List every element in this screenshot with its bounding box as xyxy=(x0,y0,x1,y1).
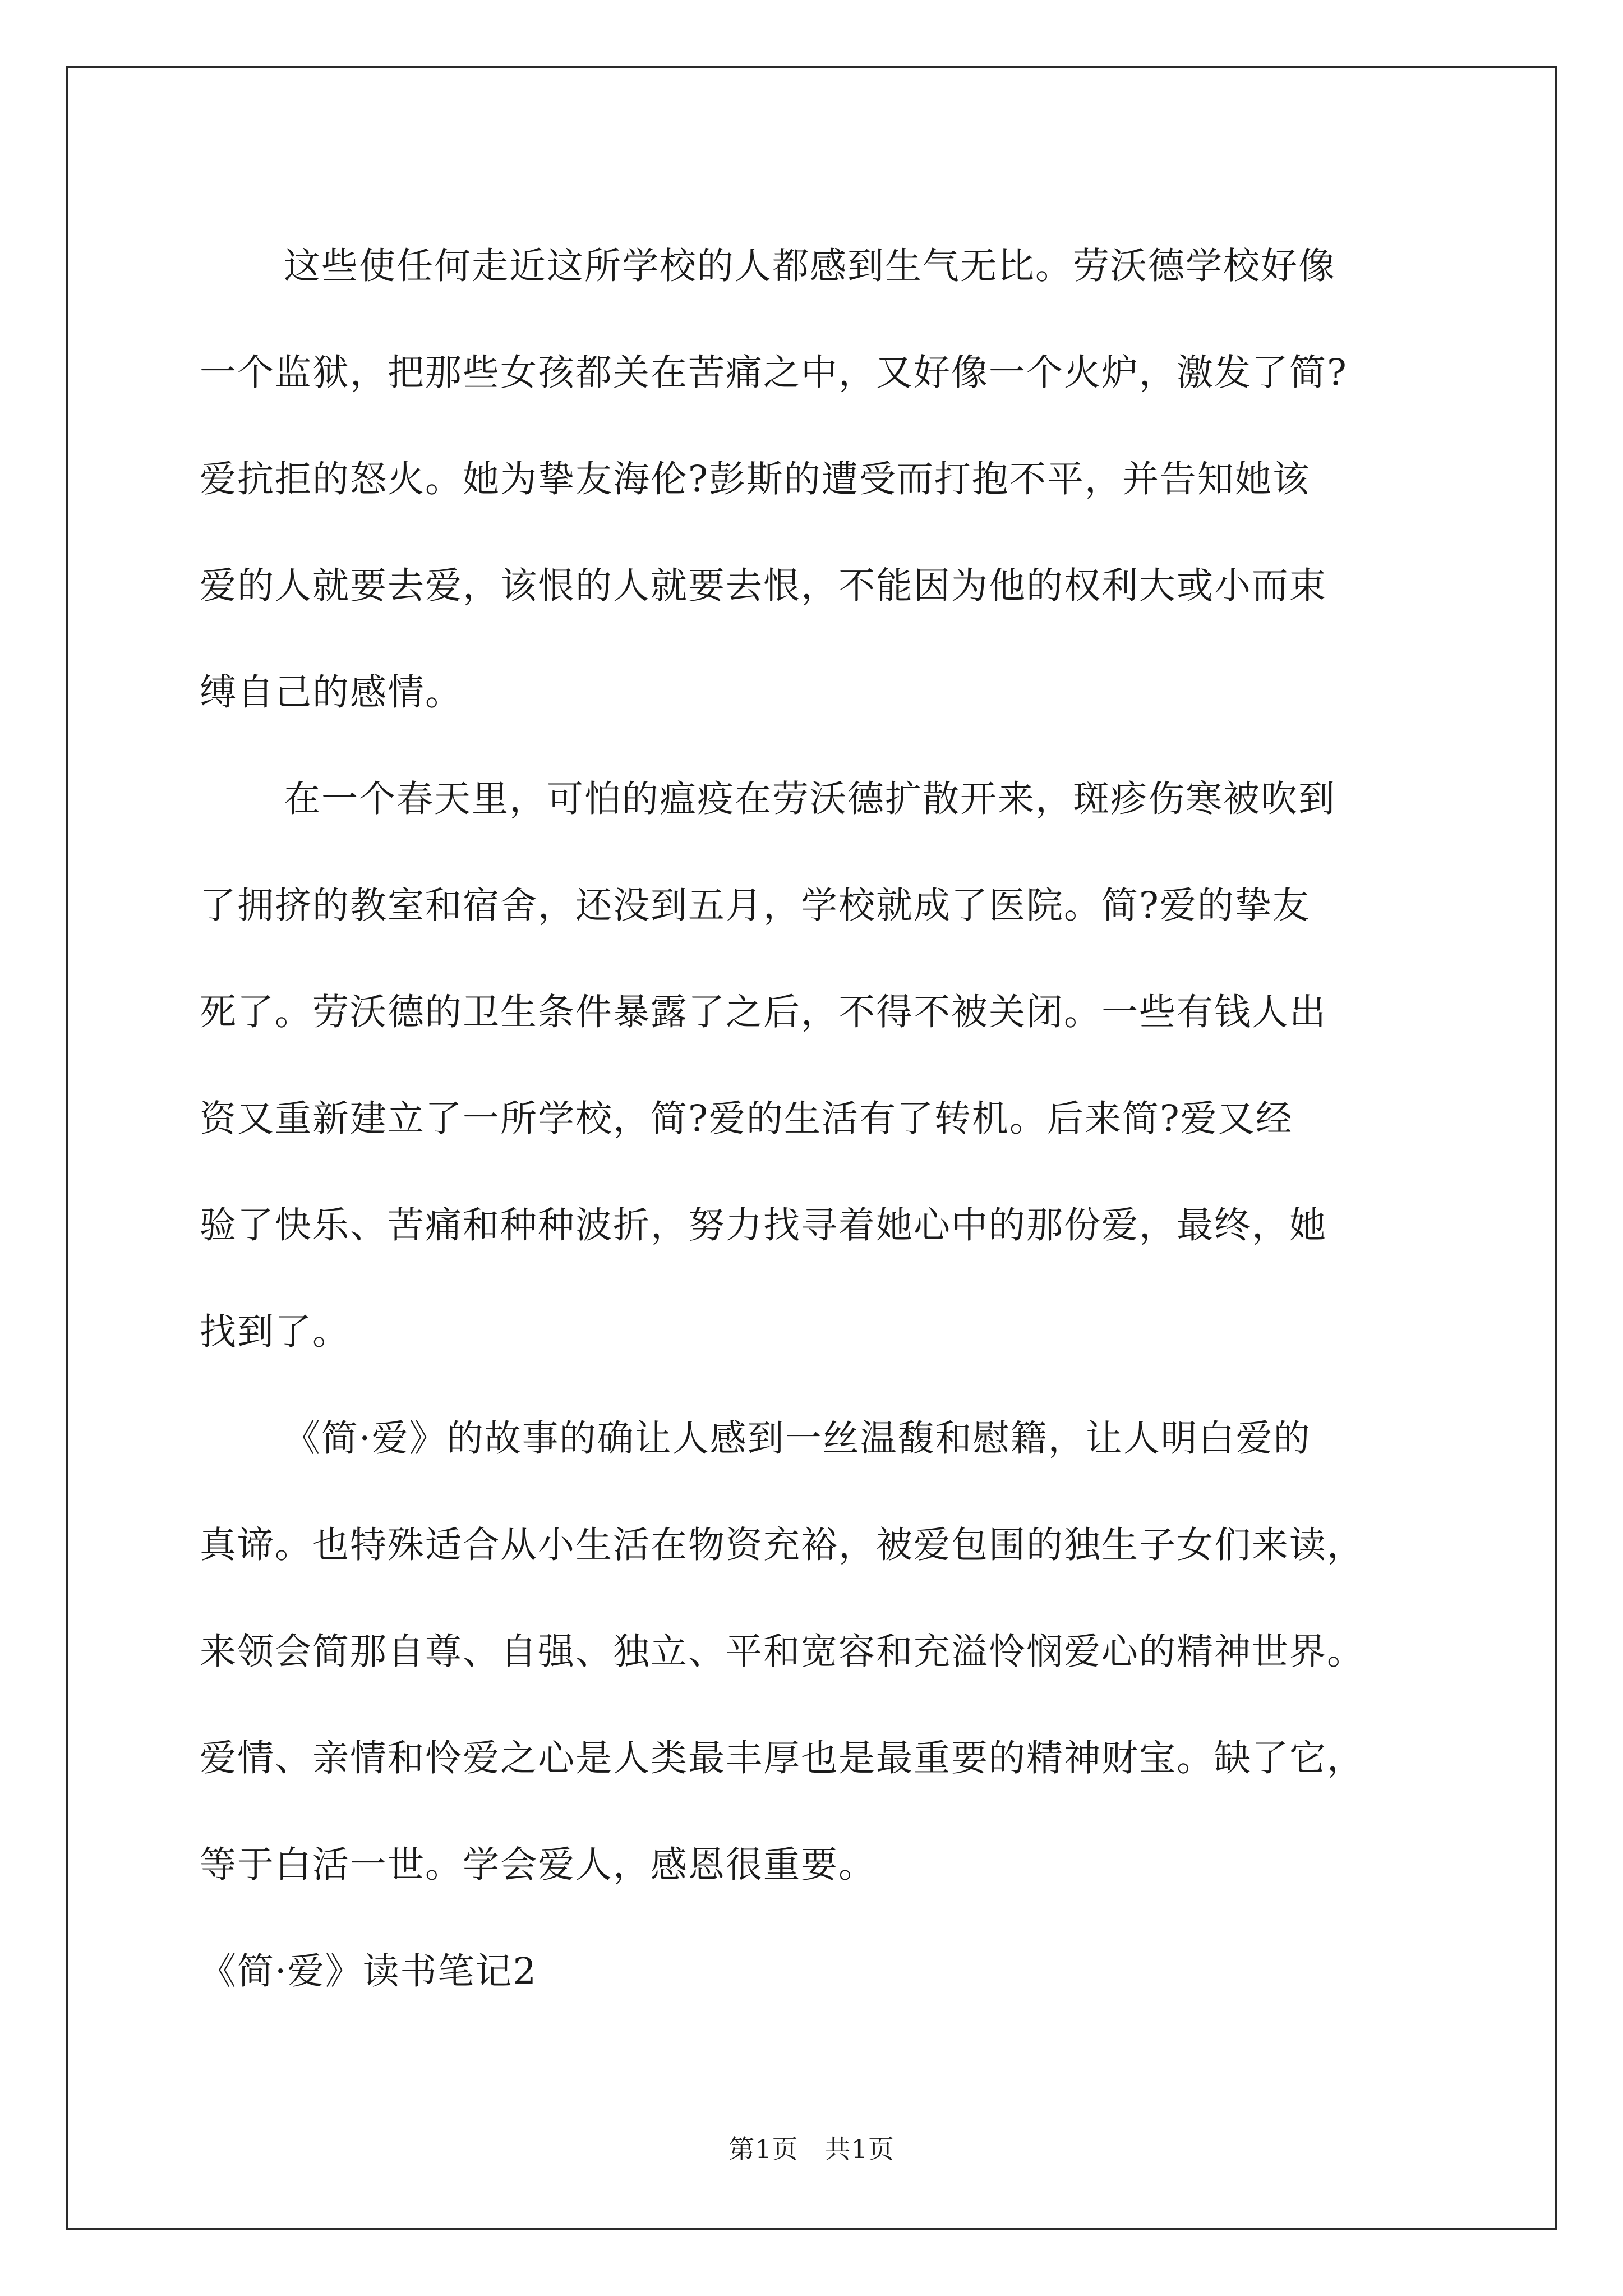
text-line: 《简·爱》的故事的确让人感到一丝温馥和慰籍，让人明白爱的 xyxy=(284,1418,1311,1460)
text-line: 这些使任何走近这所学校的人都感到生气无比。劳沃德学校好像 xyxy=(284,245,1336,287)
document-body xyxy=(200,213,1433,2025)
text-line: 爱抗拒的怒火。她为挚友海伦?彭斯的遭受而打抱不平，并告知她该 xyxy=(200,458,1310,500)
text-line: 在一个春天里，可怕的瘟疫在劳沃德扩散开来，斑疹伤寒被吹到 xyxy=(284,778,1336,820)
paragraph-1 xyxy=(200,213,1433,746)
paragraph-2 xyxy=(200,746,1433,1386)
text-line: 一个监狱，把那些女孩都关在苦痛之中，又好像一个火炉，激发了简? xyxy=(200,352,1348,394)
text-line: 真谛。也特殊适合从小生活在物资充裕，被爱包围的独生子女们来读， xyxy=(200,1524,1365,1566)
page-footer: 第1页 共1页 xyxy=(728,2134,895,2164)
text-line: 资又重新建立了一所学校，简?爱的生活有了转机。后来简?爱又经 xyxy=(200,1098,1293,1140)
text-line: 找到了。 xyxy=(200,1311,351,1353)
text-line: 爱的人就要去爱，该恨的人就要去恨，不能因为他的权利大或小而束 xyxy=(200,565,1327,607)
text-line: 验了快乐、苦痛和种种波折，努力找寻着她心中的那份爱，最终，她 xyxy=(200,1204,1327,1246)
paragraph-3 xyxy=(200,1386,1433,1918)
text-line: 等于白活一世。学会爱人，感恩很重要。 xyxy=(200,1844,877,1886)
section-heading: 《简·爱》读书笔记2 xyxy=(200,1950,538,1993)
text-line: 来领会简那自尊、自强、独立、平和宽容和充溢怜悯爱心的精神世界。 xyxy=(200,1631,1365,1673)
text-line: 了拥挤的教室和宿舍，还没到五月，学校就成了医院。简?爱的挚友 xyxy=(200,885,1310,927)
text-line: 爱情、亲情和怜爱之心是人类最丰厚也是最重要的精神财宝。缺了它， xyxy=(200,1737,1365,1779)
text-line: 缚自己的感情。 xyxy=(200,671,463,714)
text-line: 死了。劳沃德的卫生条件暴露了之后，不得不被关闭。一些有钱人出 xyxy=(200,991,1327,1033)
